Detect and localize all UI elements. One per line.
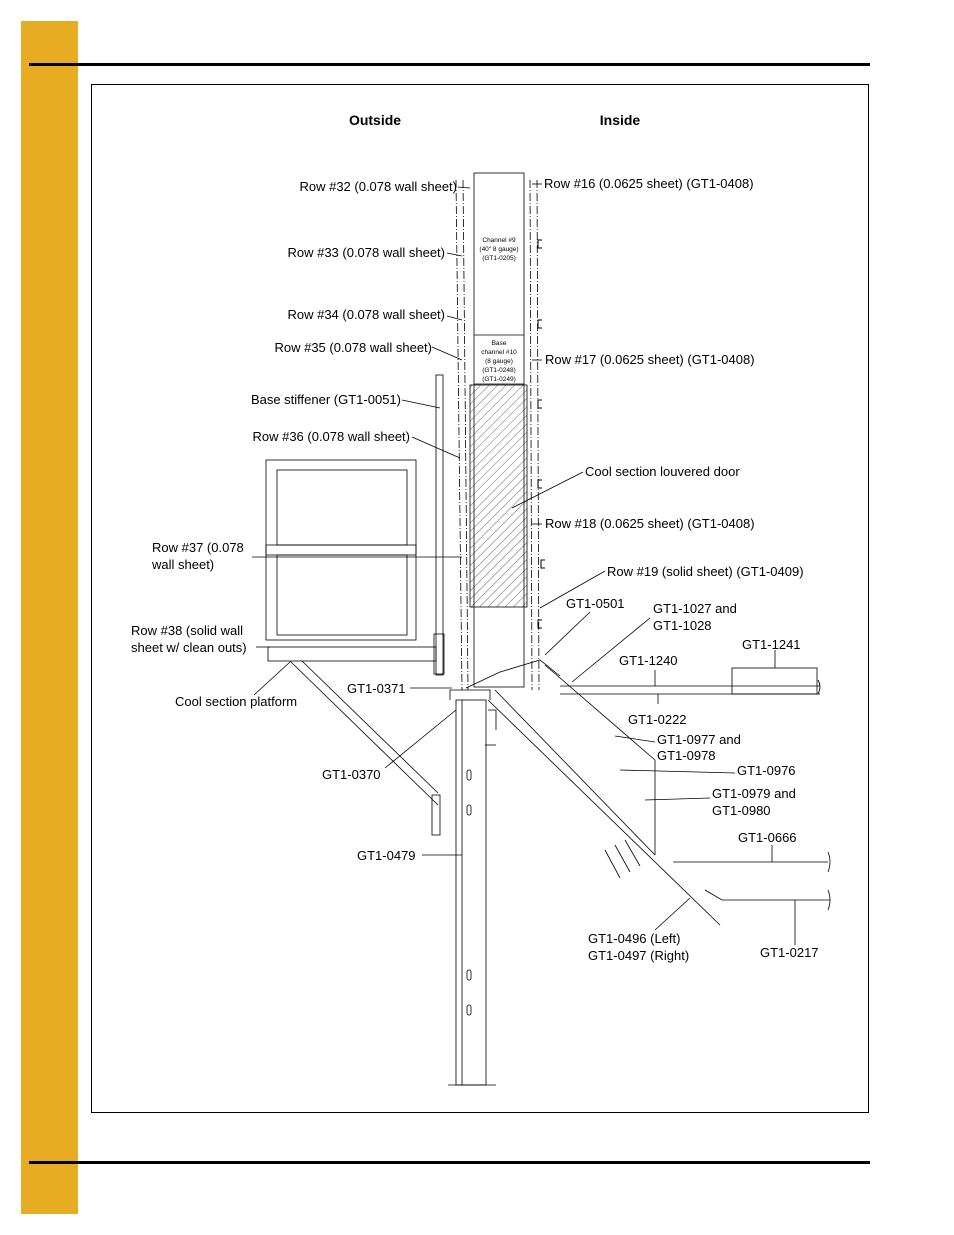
outside-heading: Outside: [348, 112, 402, 128]
label-row19: Row #19 (solid sheet) (GT1-0409): [607, 564, 804, 579]
label-base-channel-5: (GT1-0249): [482, 376, 516, 383]
platform-deck: [268, 647, 436, 661]
label-gt1-1027-line1: GT1-1027 and: [653, 601, 737, 616]
label-gt1-0976: GT1-0976: [737, 763, 796, 778]
label-gt1-0501: GT1-0501: [566, 596, 625, 611]
label-row38-line1: Row #38 (solid wall: [131, 623, 243, 638]
label-row34: Row #34 (0.078 wall sheet): [287, 307, 445, 322]
label-gt1-1027-line2: GT1-1028: [653, 618, 712, 633]
label-row16: Row #16 (0.0625 sheet) (GT1-0408): [544, 176, 754, 191]
outside-sheet-line: [456, 180, 462, 690]
label-gt1-0479: GT1-0479: [357, 848, 416, 863]
label-gt1-0979-line2: GT1-0980: [712, 803, 771, 818]
label-channel9-2: (40" 8 gauge): [479, 246, 519, 253]
label-gt1-0977-line1: GT1-0977 and: [657, 732, 741, 747]
label-row36: Row #36 (0.078 wall sheet): [252, 429, 410, 444]
label-row37-line2: wall sheet): [152, 557, 215, 572]
label-channel9-3: (GT1-0205): [482, 255, 516, 262]
label-row33: Row #33 (0.078 wall sheet): [287, 245, 445, 260]
label-base-channel-4: (GT1-0248): [482, 367, 516, 374]
label-gt1-0496-line2: GT1-0497 (Right): [588, 948, 690, 963]
inside-sheet-line: [530, 180, 532, 690]
label-row18: Row #18 (0.0625 sheet) (GT1-0408): [545, 516, 755, 531]
base-stiffener: [436, 375, 443, 675]
label-gt1-0371: GT1-0371: [347, 681, 406, 696]
label-row37-line1: Row #37 (0.078: [152, 540, 244, 555]
platform-railing: [266, 460, 416, 640]
label-cool-platform: Cool section platform: [175, 694, 298, 709]
floor-member-1241: [732, 668, 817, 694]
label-row35: Row #35 (0.078 wall sheet): [274, 340, 432, 355]
base-stiffener-foot: [434, 634, 444, 674]
label-gt1-1241: GT1-1241: [742, 637, 801, 652]
label-base-stiffener: Base stiffener (GT1-0051): [250, 392, 401, 407]
louvered-door: [470, 385, 527, 607]
support-post: [456, 700, 486, 1085]
label-gt1-0666: GT1-0666: [738, 830, 797, 845]
label-base-channel-1: Base: [491, 340, 507, 347]
inside-heading: Inside: [599, 112, 641, 128]
label-gt1-0217: GT1-0217: [760, 945, 819, 960]
label-gt1-0977-line2: GT1-0978: [657, 748, 716, 763]
label-base-channel-2: channel #10: [481, 349, 517, 356]
label-gt1-0979-line1: GT1-0979 and: [712, 786, 796, 801]
label-row32: Row #32 (0.078 wall sheet): [299, 179, 457, 194]
label-row38-line2: sheet w/ clean outs): [131, 640, 247, 655]
label-gt1-1240: GT1-1240: [619, 653, 678, 668]
transition-funnel: [466, 660, 560, 688]
label-base-channel-3: (8 gauge): [485, 358, 513, 365]
label-louvered-door: Cool section louvered door: [585, 464, 740, 479]
label-gt1-0222: GT1-0222: [628, 712, 687, 727]
label-channel9-1: Channel #9: [482, 237, 516, 244]
label-row17: Row #17 (0.0625 sheet) (GT1-0408): [545, 352, 755, 367]
label-gt1-0370: GT1-0370: [322, 767, 381, 782]
floor-member-0217: [705, 890, 830, 900]
label-gt1-0496-line1: GT1-0496 (Left): [588, 931, 681, 946]
